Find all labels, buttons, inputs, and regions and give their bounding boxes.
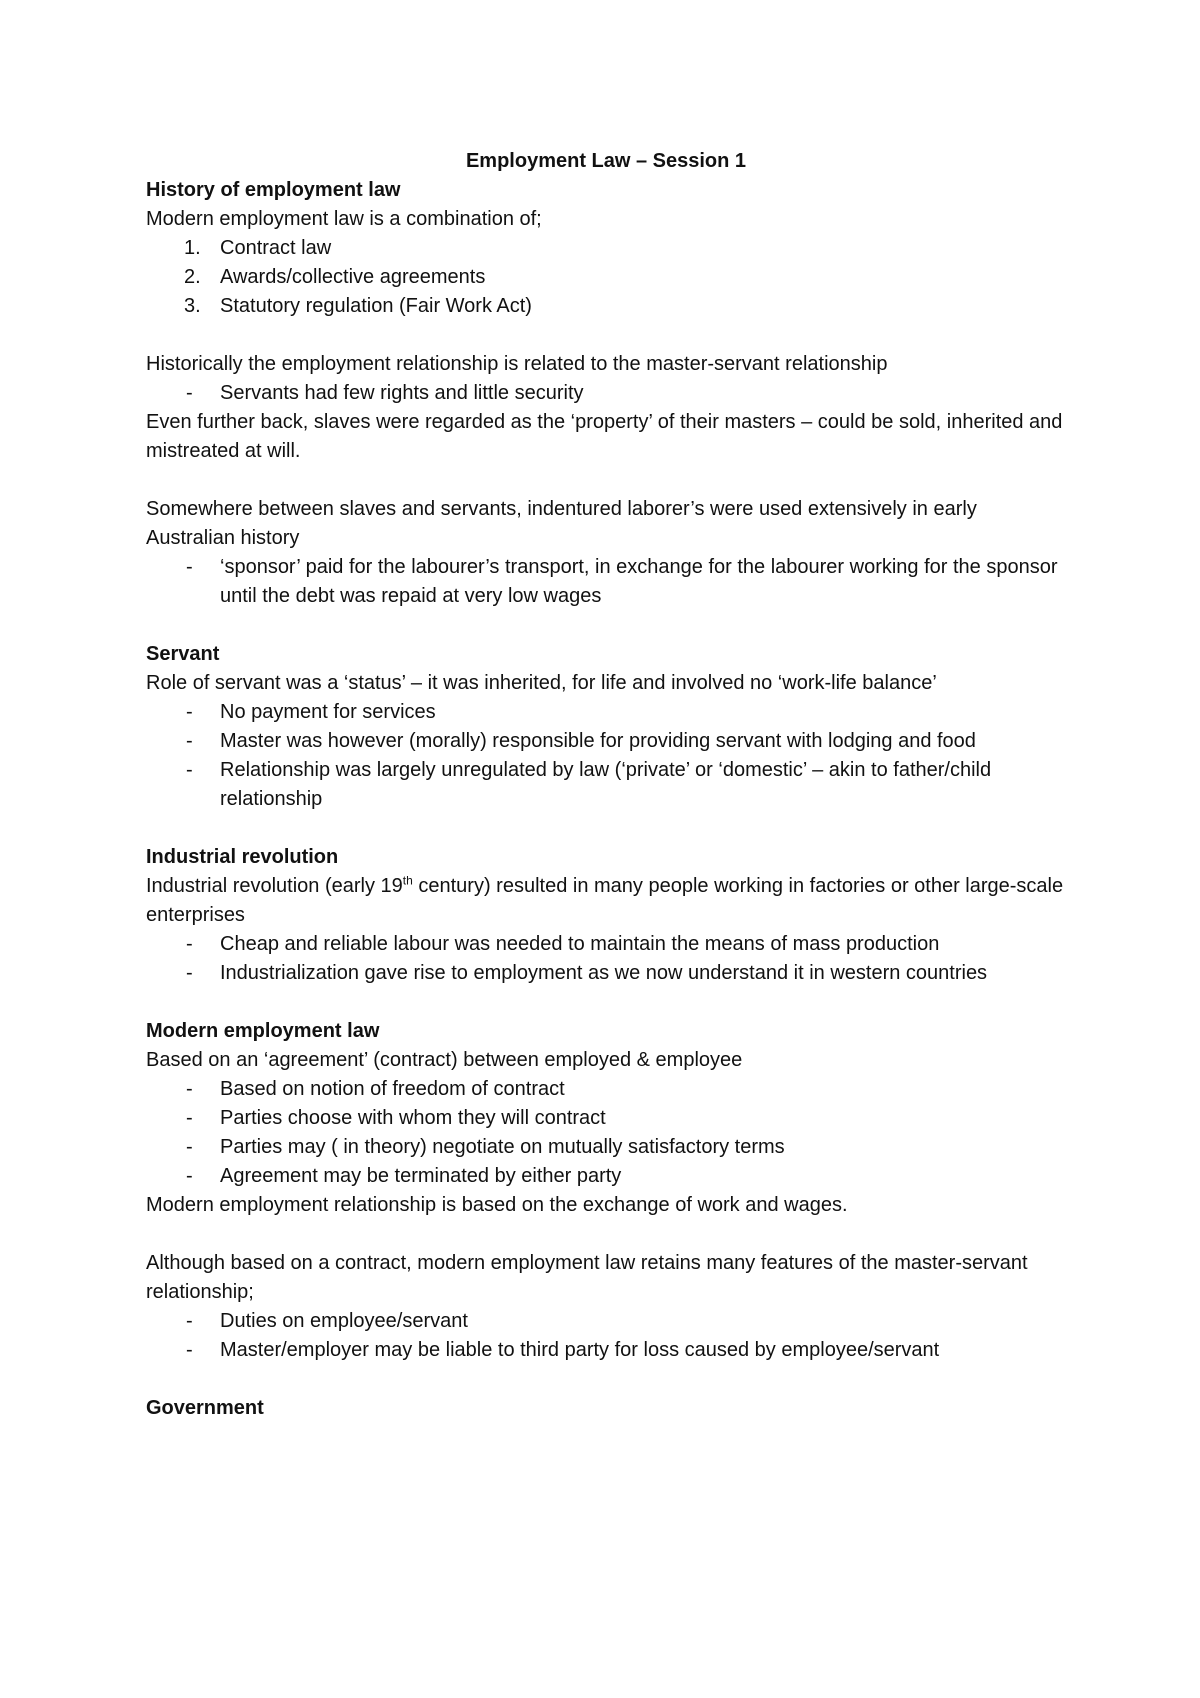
list-number: 3.	[184, 295, 201, 317]
spacer	[146, 466, 1066, 495]
dash-list	[146, 930, 1066, 988]
dash-bullet: -	[186, 962, 193, 984]
paragraph: Role of servant was a ‘status’ – it was inherited, for life and involved no ‘work-life balance’	[146, 672, 937, 694]
paragraph: Based on an ‘agreement’ (contract) between employed & employee	[146, 1049, 743, 1071]
spacer	[146, 1220, 1066, 1249]
dash-list	[146, 698, 1066, 814]
list-number: 2.	[184, 266, 201, 288]
list-item	[146, 756, 1066, 814]
dash-bullet: -	[186, 933, 193, 955]
dash-bullet: -	[186, 730, 193, 752]
list-item	[146, 930, 1066, 959]
dash-bullet: -	[186, 701, 193, 723]
list-item	[146, 698, 1066, 727]
list-item-text: Statutory regulation (Fair Work Act)	[220, 295, 532, 317]
paragraph: Historically the employment relationship is related to the master-servant relationship	[146, 353, 888, 375]
dash-bullet: -	[186, 1310, 193, 1332]
paragraph: Somewhere between slaves and servants, indentured laborer’s were used extensively in early Australian history	[146, 498, 977, 549]
heading-modern-employment-law: Modern employment law	[146, 1020, 380, 1042]
document-body	[146, 147, 1066, 1423]
list-item-text: Awards/collective agreements	[220, 266, 486, 288]
list-item	[146, 1075, 1066, 1104]
paragraph	[146, 872, 1066, 930]
list-item	[146, 263, 1066, 292]
dash-bullet: -	[186, 1339, 193, 1361]
dash-list	[146, 1307, 1066, 1365]
paragraph: Modern employment relationship is based on the exchange of work and wages.	[146, 1194, 848, 1216]
list-item-text: Servants had few rights and little security	[220, 382, 584, 404]
paragraph: Even further back, slaves were regarded as the ‘property’ of their masters – could be sold, inherited and mistreated at will.	[146, 411, 1063, 462]
list-item-text: Based on notion of freedom of contract	[220, 1078, 565, 1100]
dash-bullet: -	[186, 1078, 193, 1100]
spacer	[146, 611, 1066, 640]
list-item	[146, 727, 1066, 756]
list-item	[146, 1336, 1066, 1365]
superscript: th	[402, 873, 413, 888]
list-item	[146, 959, 1066, 988]
list-item-text: Parties choose with whom they will contract	[220, 1107, 606, 1129]
dash-list	[146, 553, 1066, 611]
list-item-text: No payment for services	[220, 701, 436, 723]
document-title: Employment Law – Session 1	[465, 150, 747, 172]
list-item	[146, 234, 1066, 263]
heading-history: History of employment law	[146, 179, 401, 201]
dash-list	[146, 379, 1066, 408]
dash-bullet: -	[186, 1165, 193, 1187]
paragraph: Although based on a contract, modern employment law retains many features of the master-servant relationship;	[146, 1252, 1028, 1303]
list-item-text: Master was however (morally) responsible for providing servant with lodging and food	[220, 730, 976, 752]
heading-servant: Servant	[146, 643, 220, 665]
dash-bullet: -	[186, 382, 193, 404]
numbered-list	[146, 234, 1066, 321]
dash-bullet: -	[186, 556, 193, 578]
list-item	[146, 1133, 1066, 1162]
list-number: 1.	[184, 237, 201, 259]
heading-government: Government	[146, 1397, 264, 1419]
list-item-text: Industrialization gave rise to employment as we now understand it in western countries	[220, 962, 988, 984]
list-item	[146, 292, 1066, 321]
list-item-text: Master/employer may be liable to third party for loss caused by employee/servant	[220, 1339, 940, 1361]
list-item	[146, 1162, 1066, 1191]
dash-bullet: -	[186, 1107, 193, 1129]
list-item	[146, 553, 1066, 611]
list-item-text: Duties on employee/servant	[220, 1310, 468, 1332]
text-run: Industrial revolution (early 19	[146, 875, 403, 897]
spacer	[146, 814, 1066, 843]
list-item	[146, 1307, 1066, 1336]
list-item-text: Contract law	[220, 237, 332, 259]
spacer	[146, 988, 1066, 1017]
history-intro: Modern employment law is a combination of;	[146, 208, 542, 230]
dash-bullet: -	[186, 759, 193, 781]
list-item	[146, 1104, 1066, 1133]
dash-list	[146, 1075, 1066, 1191]
list-item-text: Relationship was largely unregulated by law (‘private’ or ‘domestic’ – akin to father/child relationship	[220, 759, 992, 810]
list-item-text: Cheap and reliable labour was needed to maintain the means of mass production	[220, 933, 940, 955]
list-item-text: ‘sponsor’ paid for the labourer’s transport, in exchange for the labourer working for the sponsor until the debt was repaid at very low wages	[220, 556, 1058, 607]
spacer	[146, 321, 1066, 350]
list-item-text: Parties may ( in theory) negotiate on mutually satisfactory terms	[220, 1136, 785, 1158]
list-item	[146, 379, 1066, 408]
text-run: century) resulted in many people working in factories or other large-scale enterprises	[146, 875, 1064, 926]
spacer	[146, 1365, 1066, 1394]
list-item-text: Agreement may be terminated by either party	[220, 1165, 622, 1187]
dash-bullet: -	[186, 1136, 193, 1158]
heading-industrial-revolution: Industrial revolution	[146, 846, 339, 868]
